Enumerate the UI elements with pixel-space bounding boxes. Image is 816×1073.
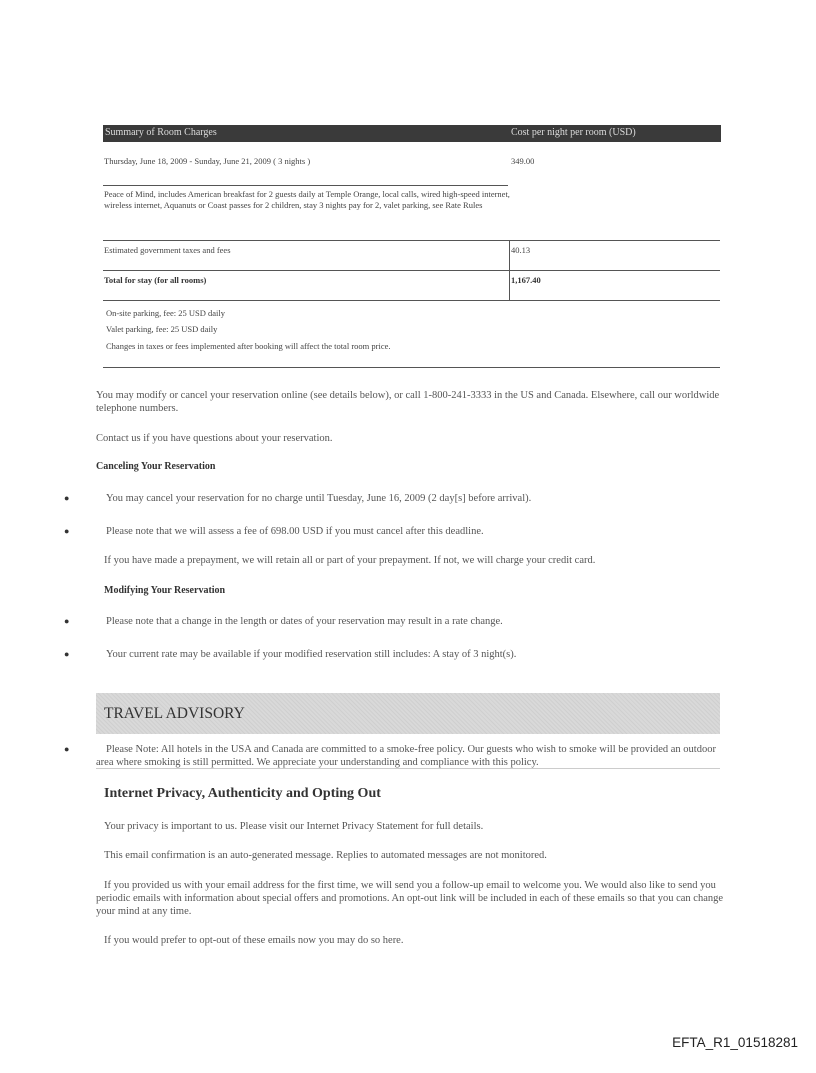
current-rate-item: Your current rate may be available if your modified reservation still includes: A stay of 3 night(s). xyxy=(106,649,517,660)
bullet-dot: ● xyxy=(64,493,70,503)
taxes-divider xyxy=(103,240,720,241)
canceling-heading: Canceling Your Reservation xyxy=(96,461,216,472)
modifying-heading: Modifying Your Reservation xyxy=(104,585,226,596)
rate-description: Peace of Mind, includes American breakfast for 2 guests daily at Temple Orange, local calls, wired high-speed internet, wireless internet, Aquanuts or Coast passes for 2 children, stay 3 nights pay for 2, valet parking, see Rate Rules xyxy=(104,189,510,210)
total-label: Total for stay (for all rooms) xyxy=(104,275,207,285)
notes-divider xyxy=(103,300,720,301)
tax-change-note: Changes in taxes or fees implemented after booking will affect the total room price. xyxy=(106,341,391,351)
parking-note: On-site parking, fee: 25 USD daily xyxy=(106,308,225,318)
total-value: 1,167.40 xyxy=(511,275,541,285)
bullet-dot: ● xyxy=(64,616,70,626)
advisory-text: Please Note: All hotels in the USA and Canada are committed to a smoke-free policy. Our guests who wish to smoke will be provided an outdoor area where smoking is still permitted. We appreciate your understanding and compliance with this policy. xyxy=(96,744,716,768)
nightly-rate: 349.00 xyxy=(511,156,535,166)
table-bottom-rule xyxy=(103,367,720,368)
cancel-deadline-item: You may cancel your reservation for no charge until Tuesday, June 16, 2009 (2 day[s] before arrival). xyxy=(106,493,532,504)
valet-note: Valet parking, fee: 25 USD daily xyxy=(106,324,218,334)
taxes-label: Estimated government taxes and fees xyxy=(104,245,231,255)
charges-header-right xyxy=(509,125,721,142)
bullet-dot: ● xyxy=(64,526,70,536)
auto-generated-note: This email confirmation is an auto-generated message. Replies to automated messages are not monitored. xyxy=(104,850,547,861)
contact-paragraph: Contact us if you have questions about your reservation. xyxy=(96,433,333,444)
charges-header-right-label: Cost per night per room (USD) xyxy=(511,127,636,138)
rate-change-item: Please note that a change in the length or dates of your reservation may result in a rate change. xyxy=(106,616,503,627)
privacy-heading: Internet Privacy, Authenticity and Opting Out xyxy=(104,786,381,801)
bullet-dot: ● xyxy=(64,649,70,659)
modify-paragraph: You may modify or cancel your reservation online (see details below), or call 1-800-241-3333 in the US and Canada. Elsewhere, call our worldwide telephone numbers. xyxy=(96,390,720,414)
opt-out-paragraph: If you would prefer to opt-out of these emails now you may do so here. xyxy=(104,935,404,946)
charges-header-left xyxy=(103,125,510,142)
taxes-value: 40.13 xyxy=(511,245,531,255)
stay-dates: Thursday, June 18, 2009 - Sunday, June 21, 2009 ( 3 nights ) xyxy=(104,156,311,166)
bullet-dot: ● xyxy=(64,744,70,754)
prepayment-paragraph: If you have made a prepayment, we will retain all or part of your prepayment. If not, we will charge your credit card. xyxy=(104,555,596,566)
advisory-divider xyxy=(96,768,720,769)
email-opt-in-paragraph: If you provided us with your email address for the first time, we will send you a follow-up email to welcome you. We would also like to send you periodic emails with information about special offers and promotions. An opt-out link will be included in each of these emails so that you can change your mind at any time. xyxy=(96,880,724,917)
cancel-fee-item: Please note that we will assess a fee of 698.00 USD if you must cancel after this deadline. xyxy=(106,526,484,537)
total-divider xyxy=(103,270,720,271)
charges-header-left-label: Summary of Room Charges xyxy=(105,127,217,138)
advisory-title: TRAVEL ADVISORY xyxy=(104,705,245,722)
privacy-statement: Your privacy is important to us. Please visit our Internet Privacy Statement for full details. xyxy=(104,821,484,832)
rate-divider xyxy=(103,185,508,186)
document-id: EFTA_R1_01518281 xyxy=(672,1035,798,1050)
